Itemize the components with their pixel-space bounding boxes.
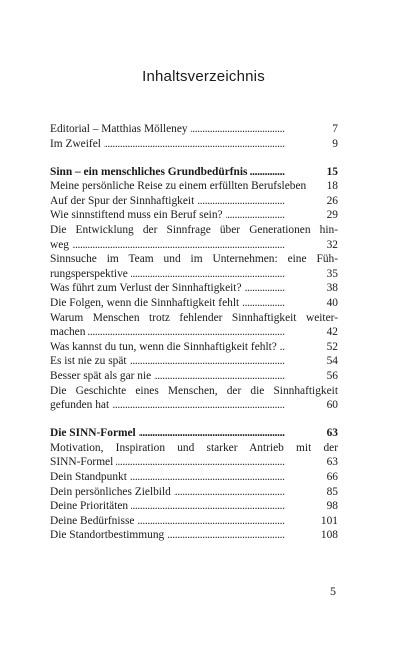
toc-entry-title: Deine Prioritäten <box>50 500 131 512</box>
table-of-contents <box>50 122 338 557</box>
toc-entry-page: 35 <box>324 267 338 282</box>
toc-entry-page: 85 <box>324 485 338 500</box>
toc-entry-title-line1: Die Geschichte eines Menschen, der die Sinnhaftigkeit <box>50 384 338 397</box>
page-title: Inhaltsverzeichnis <box>142 68 265 85</box>
toc-entry-page: 7 <box>329 122 338 137</box>
toc-entry[interactable] <box>50 296 338 311</box>
toc-entry[interactable] <box>50 499 338 514</box>
toc-entry-page: 52 <box>324 340 338 355</box>
toc-entry-title: Sinn – ein menschliches Grundbedürfnis <box>50 166 250 178</box>
toc-entry-page: 32 <box>324 238 338 253</box>
toc-entry-page: 56 <box>324 369 338 384</box>
toc-entry-title-line2: weg <box>50 239 72 251</box>
toc-entry-page: 54 <box>324 354 338 369</box>
toc-entry-page: 38 <box>324 281 338 296</box>
toc-entry-page: 42 <box>324 325 338 340</box>
toc-entry-title-line2: SINN-Formel <box>50 456 116 468</box>
toc-entry-title: Editorial – Matthias Mölleney <box>50 123 191 135</box>
toc-entry[interactable] <box>50 470 338 485</box>
page-number: 5 <box>330 584 336 598</box>
toc-entry[interactable] <box>50 369 338 384</box>
toc-entry[interactable] <box>50 281 338 296</box>
toc-entry[interactable] <box>50 311 338 340</box>
toc-section-sinn <box>50 165 338 413</box>
toc-entry-title: Was führt zum Verlust der Sinnhaftigkeit? <box>50 282 245 294</box>
toc-entry-title: Die SINN-Formel <box>50 427 139 439</box>
toc-entry[interactable] <box>50 340 338 355</box>
toc-entry-page: 9 <box>329 137 338 152</box>
toc-entry-title: Dein Standpunkt <box>50 471 130 483</box>
toc-entry-page: 108 <box>318 528 338 543</box>
toc-entry-title: Deine Bedürfnisse <box>50 515 137 527</box>
toc-entry[interactable] <box>50 208 338 223</box>
toc-entry-title: Was kannst du tun, wenn die Sinnhaftigkeit fehlt? <box>50 341 280 353</box>
toc-entry-title: Meine persönliche Reise zu einem erfüllten Berufsleben <box>50 180 307 193</box>
toc-entry-title-line1: Sinnsuche im Team und im Unternehmen: eine Füh- <box>50 253 338 266</box>
toc-entry[interactable] <box>50 485 338 500</box>
toc-entry-title: Die Standortbestimmung <box>50 529 167 541</box>
toc-entry-page: 18 <box>324 179 338 194</box>
toc-entry-title-line2: rungsperspektive <box>50 268 131 280</box>
toc-entry-title: Im Zweifel <box>50 138 104 150</box>
toc-entry[interactable] <box>50 137 338 152</box>
toc-entry-page: 101 <box>318 514 338 529</box>
toc-entry-title-line2: gefunden hat <box>50 399 112 411</box>
toc-entry-page: 98 <box>324 499 338 514</box>
toc-section-sinn-formel <box>50 426 338 543</box>
toc-chapter-heading[interactable] <box>50 426 338 441</box>
toc-entry-title-line2: machen <box>50 326 88 338</box>
toc-entry-title: Besser spät als gar nie <box>50 370 154 382</box>
toc-entry-page: 40 <box>324 296 338 311</box>
toc-entry-title: Es ist nie zu spät <box>50 355 130 367</box>
toc-entry-title: Wie sinnstiftend muss ein Beruf sein? <box>50 209 226 221</box>
toc-entry-page: 29 <box>324 208 338 223</box>
toc-section-front-matter <box>50 122 338 151</box>
toc-entry[interactable] <box>50 441 338 470</box>
toc-entry-page: 63 <box>324 426 338 441</box>
toc-entry-title: Auf der Spur der Sinnhaftigkeit <box>50 195 197 207</box>
toc-entry-page: 15 <box>324 165 338 180</box>
toc-entry-title: Die Folgen, wenn die Sinnhaftigkeit fehlt <box>50 297 242 309</box>
toc-entry-page: 26 <box>324 194 338 209</box>
toc-chapter-heading[interactable] <box>50 165 338 180</box>
toc-entry[interactable] <box>50 194 338 209</box>
toc-entry[interactable] <box>50 514 338 529</box>
toc-entry[interactable] <box>50 122 338 137</box>
toc-entry-page: 60 <box>324 398 338 413</box>
toc-entry-page: 63 <box>324 455 338 470</box>
toc-entry[interactable] <box>50 252 338 281</box>
toc-entry[interactable] <box>50 354 338 369</box>
toc-entry-title-line1: Motivation, Inspiration und starker Antrieb mit der <box>50 441 338 454</box>
toc-entry[interactable] <box>50 179 338 194</box>
toc-entry-page: 66 <box>324 470 338 485</box>
toc-entry-title: Dein persönliches Zielbild <box>50 486 174 498</box>
toc-entry-title-line1: Warum Menschen trotz fehlender Sinnhaftigkeit weiter- <box>50 311 338 324</box>
toc-entry[interactable] <box>50 528 338 543</box>
toc-entry-title-line1: Die Entwicklung der Sinnfrage über Generationen hin- <box>50 224 338 237</box>
toc-entry[interactable] <box>50 223 338 252</box>
toc-entry[interactable] <box>50 384 338 413</box>
